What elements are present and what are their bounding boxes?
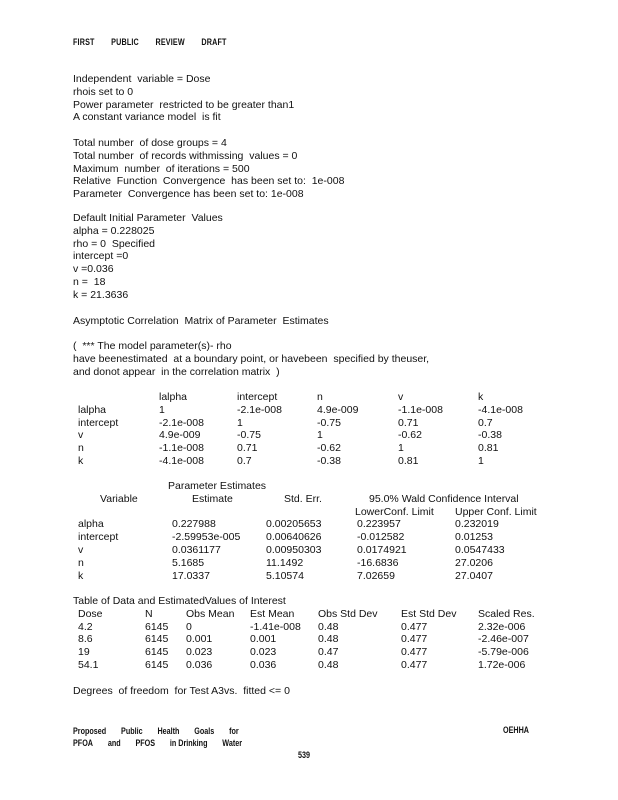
footer-word: and <box>107 738 121 748</box>
initial-line: n = 18 <box>73 275 106 288</box>
totals-line: Maximum number of iterations = 500 <box>73 162 250 175</box>
interest-cell: 0.023 <box>250 646 277 659</box>
header-word: DRAFT <box>201 37 227 47</box>
initial-line: alpha = 0.228025 <box>73 224 155 237</box>
settings-line: Independent variable = Dose <box>73 73 211 85</box>
estimate-name: k <box>78 569 84 582</box>
interest-header: Est Std Dev <box>401 607 457 620</box>
matrix-cell: 1 <box>237 416 243 429</box>
initial-line: v =0.036 <box>73 263 114 276</box>
matrix-cell: 4.9e-009 <box>317 403 359 416</box>
initial-line: rho = 0 Specified <box>73 237 156 250</box>
header-word: FIRST <box>73 37 95 47</box>
interest-header: Obs Std Dev <box>318 607 378 620</box>
totals-line: Parameter Convergence has been set to: 1e-008 <box>73 188 304 201</box>
initial-line: k = 21.3636 <box>73 288 129 301</box>
matrix-cell: -1.1e-008 <box>159 442 204 455</box>
footer-line-1 <box>73 725 255 737</box>
interest-cell: 0.48 <box>318 620 339 633</box>
interest-cell: 0.477 <box>401 633 428 646</box>
matrix-cell: 1 <box>317 429 323 442</box>
dof-line <box>73 685 290 698</box>
estimate-name: v <box>78 544 84 556</box>
estimate-stderr: 0.00640626 <box>266 531 322 544</box>
header-word: REVIEW <box>155 37 185 47</box>
interest-cell: 0.023 <box>186 646 213 659</box>
estimates-col-ci: 95.0% Wald Confidence Interval <box>369 492 519 505</box>
interest-header: Est Mean <box>250 607 295 620</box>
interest-cell: 19 <box>78 646 90 659</box>
interest-cell: 0.477 <box>401 646 428 659</box>
estimate-lower: 7.02659 <box>357 569 395 582</box>
estimate-value: 0.227988 <box>172 518 216 531</box>
matrix-cell: 0.7 <box>237 455 252 467</box>
estimate-stderr: 0.00205653 <box>266 518 322 531</box>
matrix-cell: -0.75 <box>237 429 261 442</box>
footer-word: for <box>229 726 239 736</box>
interest-cell: -1.41e-008 <box>250 620 301 633</box>
interest-cell: -5.79e-006 <box>478 646 529 659</box>
matrix-header: lalpha <box>159 391 188 403</box>
interest-cell: 0.001 <box>250 633 277 646</box>
interest-cell: 6145 <box>145 659 169 671</box>
matrix-cell: -4.1e-008 <box>478 403 523 416</box>
matrix-cell: 0.7 <box>478 416 493 429</box>
page-number: 539 <box>298 750 311 760</box>
initial-line: intercept =0 <box>73 250 129 263</box>
estimate-value: -2.59953e-005 <box>172 531 241 544</box>
interest-cell: 0.477 <box>401 620 428 633</box>
note-line: have beenestimated at a boundary point, or havebeen specified by theuser, <box>73 352 430 365</box>
header-word: PUBLIC <box>111 37 139 47</box>
estimate-upper: 27.0206 <box>455 556 493 569</box>
estimate-value: 17.0337 <box>172 569 210 582</box>
matrix-cell: -2.1e-008 <box>159 416 204 429</box>
estimate-stderr: 5.10574 <box>266 569 304 582</box>
interest-cell: 54.1 <box>78 659 99 671</box>
rho-note <box>73 340 429 378</box>
footer-word: Proposed <box>73 726 107 736</box>
footer-word: Goals <box>194 726 215 736</box>
interest-cell: 0.036 <box>186 659 213 671</box>
estimate-upper: 0.232019 <box>455 518 499 531</box>
totals-line: Relative Function Convergence has been set to: 1e-008 <box>73 175 345 188</box>
footer-word: PFOS <box>135 738 156 748</box>
initial-line: Default Initial Parameter Values <box>73 212 223 224</box>
interest-cell: 0.036 <box>250 659 277 671</box>
interest-cell: 0.001 <box>186 633 213 646</box>
estimates-col-stderr: Std. Err. <box>284 492 322 505</box>
settings-line: Power parameter restricted to be greater than1 <box>73 98 295 111</box>
estimate-name: intercept <box>78 531 119 544</box>
matrix-cell: 0.71 <box>237 442 258 455</box>
footer <box>73 725 255 749</box>
totals-line: Total number of records withmissing values = 0 <box>73 149 298 162</box>
matrix-cell: 1 <box>159 403 165 416</box>
interest-cell: 0.477 <box>401 659 428 671</box>
matrix-cell: -4.1e-008 <box>159 455 204 467</box>
totals-line: Total number of dose groups = 4 <box>73 137 227 149</box>
estimates-col-upper: Upper Conf. Limit <box>455 505 537 518</box>
interest-cell: 0.48 <box>318 659 339 671</box>
matrix-row-label: lalpha <box>78 403 107 416</box>
footer-word: Public <box>121 726 143 736</box>
footer-line-2 <box>73 737 255 749</box>
estimate-upper: 0.01253 <box>455 531 493 544</box>
interest-cell: 0 <box>186 620 192 633</box>
interest-header: Dose <box>78 607 103 620</box>
matrix-header: k <box>478 391 484 403</box>
estimate-name: alpha <box>78 518 104 531</box>
interest-cell: 2.32e-006 <box>478 620 526 633</box>
estimate-value: 0.0361177 <box>172 544 221 556</box>
interest-header: N <box>145 607 153 620</box>
matrix-row-label: intercept <box>78 416 119 429</box>
interest-cell: 6145 <box>145 646 169 659</box>
estimates-col-lower: LowerConf. Limit <box>355 505 434 518</box>
matrix-header: n <box>317 391 323 403</box>
footer-word: Health <box>157 726 180 736</box>
estimate-lower: -16.6836 <box>357 556 399 569</box>
model-settings <box>73 73 294 124</box>
note-line: and donot appear in the correlation matrix ) <box>73 365 280 378</box>
interest-cell: 1.72e-006 <box>478 659 526 671</box>
estimates-title: Parameter Estimates <box>168 480 267 492</box>
interest-table <box>0 595 618 675</box>
interest-cell: 0.48 <box>318 633 339 646</box>
note-line: ( *** The model parameter(s)- rho <box>73 340 232 352</box>
matrix-cell: 1 <box>398 442 404 455</box>
correlation-matrix <box>0 391 618 471</box>
interest-cell: 4.2 <box>78 620 93 633</box>
footer-word: PFOA <box>73 738 94 748</box>
matrix-cell: -2.1e-008 <box>237 403 282 416</box>
matrix-cell: 0.81 <box>398 455 419 467</box>
matrix-cell: -0.75 <box>317 416 341 429</box>
estimate-name: n <box>78 556 84 569</box>
correlation-title-text: Asymptotic Correlation Matrix of Parameter Estimates <box>73 315 329 327</box>
parameter-estimates <box>0 480 618 590</box>
matrix-cell: 4.9e-009 <box>159 429 201 442</box>
matrix-cell: -0.62 <box>398 429 422 442</box>
matrix-row-label: k <box>78 455 84 467</box>
estimate-lower: 0.223957 <box>357 518 401 531</box>
matrix-cell: -0.38 <box>478 429 502 442</box>
run-totals <box>73 137 344 201</box>
matrix-cell: 1 <box>478 455 484 467</box>
interest-cell: 8.6 <box>78 633 93 646</box>
footer-org: OEHHA <box>503 725 530 735</box>
estimate-stderr: 0.00950303 <box>266 544 322 556</box>
estimates-col-variable: Variable <box>100 492 138 505</box>
estimate-upper: 27.0407 <box>455 569 493 582</box>
matrix-cell: 0.71 <box>398 416 419 429</box>
dof-text: Degrees of freedom for Test A3vs. fitted <= 0 <box>73 685 290 697</box>
interest-cell: 0.47 <box>318 646 339 659</box>
footer-word: Water <box>222 738 243 748</box>
matrix-cell: 0.81 <box>478 442 499 455</box>
matrix-row-label: n <box>78 442 84 455</box>
estimate-lower: 0.0174921 <box>357 544 407 556</box>
interest-title: Table of Data and EstimatedValues of Interest <box>73 595 286 607</box>
matrix-header: v <box>398 391 404 403</box>
estimates-col-estimate: Estimate <box>192 492 233 505</box>
correlation-title <box>73 315 329 328</box>
interest-cell: -2.46e-007 <box>478 633 529 646</box>
matrix-header: intercept <box>237 391 278 403</box>
matrix-cell: -0.38 <box>317 455 341 467</box>
estimate-stderr: 11.1492 <box>266 556 304 569</box>
estimate-lower: -0.012582 <box>357 531 405 544</box>
estimate-value: 5.1685 <box>172 556 205 569</box>
settings-line: A constant variance model is fit <box>73 111 221 124</box>
interest-cell: 6145 <box>145 620 169 633</box>
interest-header: Obs Mean <box>186 607 235 620</box>
settings-line: rhois set to 0 <box>73 85 134 98</box>
footer-word: in Drinking <box>169 738 208 748</box>
interest-cell: 6145 <box>145 633 169 646</box>
estimate-upper: 0.0547433 <box>455 544 505 556</box>
matrix-cell: -1.1e-008 <box>398 403 443 416</box>
matrix-row-label: v <box>78 429 84 442</box>
initial-values <box>73 212 223 302</box>
draft-header <box>73 37 241 47</box>
interest-header: Scaled Res. <box>478 607 535 620</box>
matrix-cell: -0.62 <box>317 442 341 455</box>
